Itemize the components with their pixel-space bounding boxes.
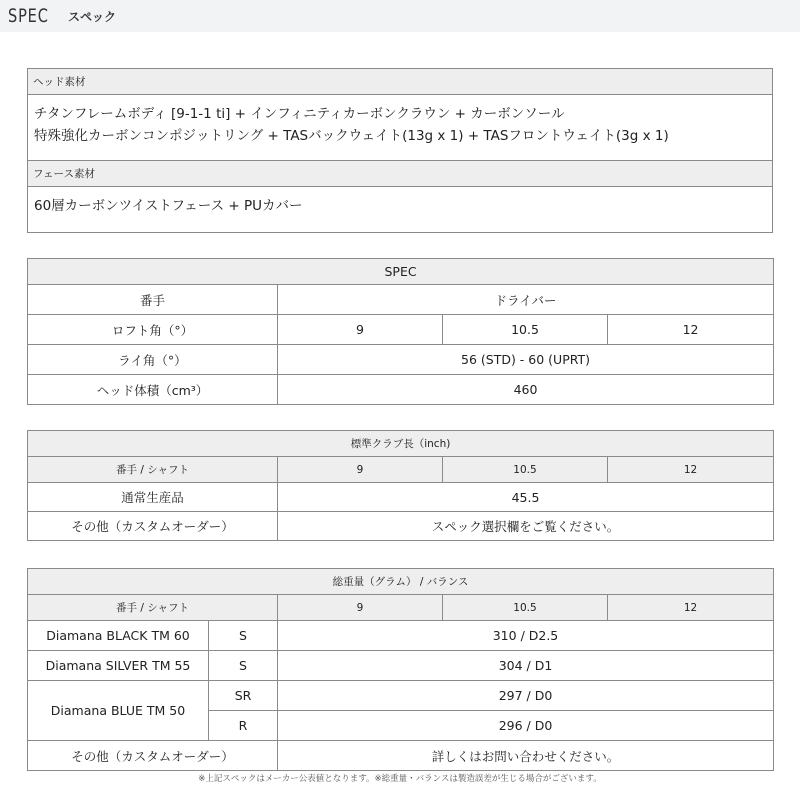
header-label: 番手 / シャフト <box>28 457 278 483</box>
shaft-name: Diamana BLACK TM 60 <box>28 621 209 651</box>
row-value: 310 / D2.5 <box>278 621 774 651</box>
row-label: ロフト角（°） <box>28 315 278 345</box>
head-material-label: ヘッド素材 <box>28 69 773 95</box>
row-label: ヘッド体積（cm³） <box>28 375 278 405</box>
header-column: 9 <box>278 595 443 621</box>
shaft-name: Diamana BLUE TM 50 <box>28 681 209 741</box>
head-material-line: 特殊強化カーボンコンポジットリング + TASバックウェイト(13g x 1) + TASフロントウェイト(3g x 1) <box>34 128 669 144</box>
row-value: 56 (STD) - 60 (UPRT) <box>278 345 774 375</box>
section-title-en: SPEC <box>8 5 49 27</box>
row-value: 296 / D0 <box>278 711 774 741</box>
table-row <box>28 375 774 405</box>
row-value: スペック選択欄をご覧ください。 <box>278 512 774 541</box>
header-label: 番手 / シャフト <box>28 595 278 621</box>
table-row <box>28 483 774 512</box>
table-row <box>28 681 774 711</box>
table-row <box>28 315 774 345</box>
row-value: 9 <box>278 315 443 345</box>
weight-balance-table <box>27 568 774 771</box>
section-title-ja: スペック <box>68 9 117 24</box>
header-column: 10.5 <box>443 595 608 621</box>
face-material-label: フェース素材 <box>28 161 773 187</box>
row-value: 297 / D0 <box>278 681 774 711</box>
row-value: ドライバー <box>278 285 774 315</box>
table-row <box>28 285 774 315</box>
table-row <box>28 512 774 541</box>
row-value: 10.5 <box>443 315 608 345</box>
header-column: 12 <box>608 595 774 621</box>
footnote: ※上記スペックはメーカー公表値となります。※総重量・バランスは製造誤差が生じる場合がございます。 <box>198 774 602 784</box>
shaft-flex: R <box>209 711 278 741</box>
row-label: 通常生産品 <box>28 483 278 512</box>
row-value: 12 <box>608 315 774 345</box>
row-value: 詳しくはお問い合わせください。 <box>278 741 774 771</box>
row-value: 45.5 <box>278 483 774 512</box>
table-row <box>28 621 774 651</box>
shaft-flex: S <box>209 621 278 651</box>
material-table <box>27 68 773 233</box>
row-label: その他（カスタムオーダー） <box>28 741 278 771</box>
header-column: 9 <box>278 457 443 483</box>
row-value: 460 <box>278 375 774 405</box>
row-value: 304 / D1 <box>278 651 774 681</box>
section-title-bar <box>0 0 800 32</box>
row-label: 番手 <box>28 285 278 315</box>
spec-caption: SPEC <box>28 259 774 285</box>
spec-table <box>27 258 774 405</box>
shaft-flex: S <box>209 651 278 681</box>
shaft-flex: SR <box>209 681 278 711</box>
row-label: その他（カスタムオーダー） <box>28 512 278 541</box>
head-material-line: チタンフレームボディ [9-1-1 ti] + インフィニティカーボンクラウン + カーボンソール <box>34 106 565 122</box>
header-column: 10.5 <box>443 457 608 483</box>
club-length-caption: 標準クラブ長（inch) <box>28 431 774 457</box>
weight-caption: 総重量（グラム） / バランス <box>28 569 774 595</box>
head-material-value <box>28 95 773 161</box>
table-row <box>28 651 774 681</box>
header-column: 12 <box>608 457 774 483</box>
face-material-value: 60層カーボンツイストフェース + PUカバー <box>28 187 773 233</box>
club-length-table <box>27 430 774 541</box>
row-label: ライ角（°） <box>28 345 278 375</box>
table-row <box>28 741 774 771</box>
shaft-name: Diamana SILVER TM 55 <box>28 651 209 681</box>
table-row <box>28 345 774 375</box>
